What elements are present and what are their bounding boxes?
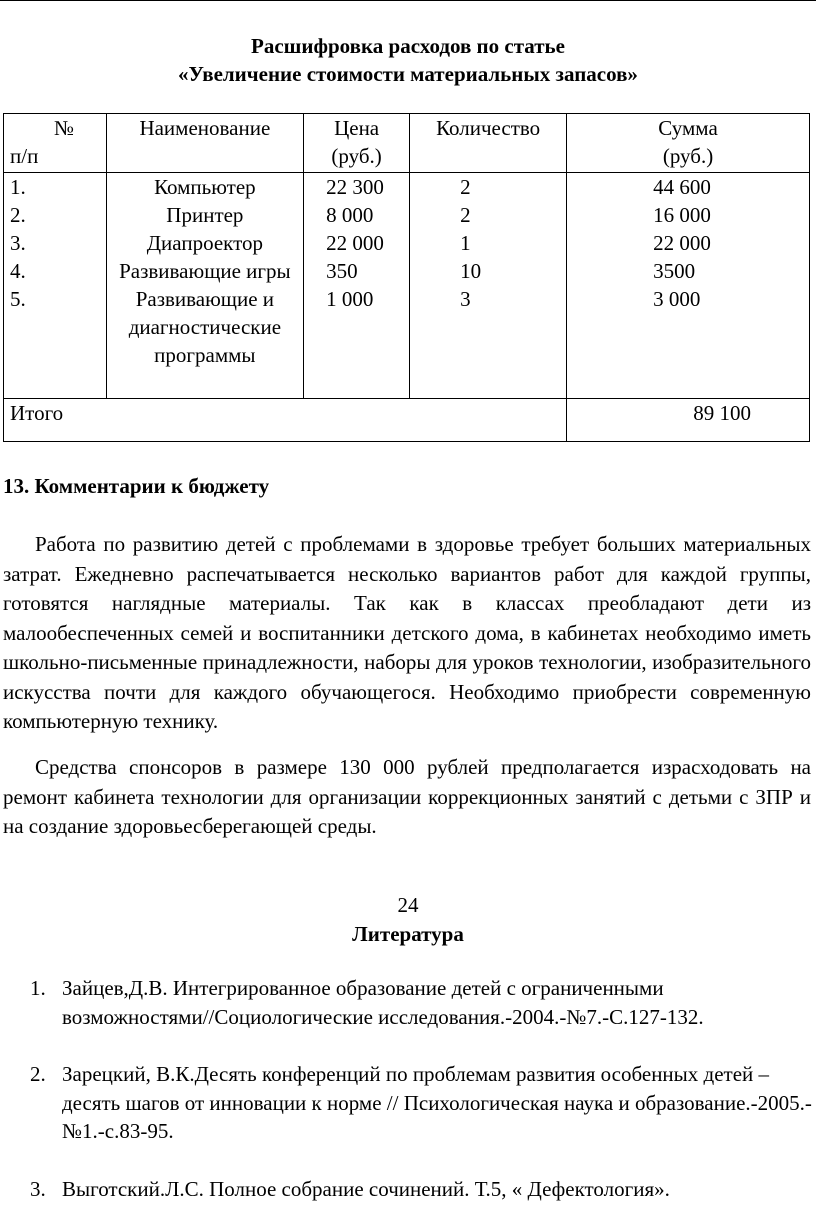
row-name: Развивающие игры: [119, 259, 291, 283]
total-value: 89 100: [693, 401, 751, 425]
row-name: Принтер: [166, 203, 244, 227]
row-sum: 22 000: [653, 231, 711, 255]
header-name: [106, 114, 303, 173]
row-price: 1 000: [326, 287, 374, 311]
row-name: программы: [154, 343, 256, 367]
header-sum-line2: (руб.): [662, 144, 714, 168]
row-name: Развивающие и: [135, 287, 275, 311]
row-num: 3.: [10, 231, 26, 255]
col-sum: [567, 173, 810, 399]
header-num: [4, 114, 107, 173]
row-price: 22 000: [326, 231, 384, 255]
reference-number: 1.: [30, 976, 46, 1000]
row-name: Компьютер: [154, 175, 256, 199]
header-price-line1: Цена: [334, 116, 380, 140]
table-total-row: [4, 399, 810, 442]
expenses-table: [3, 113, 810, 442]
row-price: 350: [326, 259, 358, 283]
reference-item: [30, 1060, 816, 1146]
section-heading: 13. Комментарии к бюджету: [3, 474, 270, 498]
table-title-line2: «Увеличение стоимости материальных запасов»: [178, 62, 638, 86]
row-qty: 2: [460, 175, 471, 199]
table-body-row: [4, 173, 810, 399]
row-num: 1.: [10, 175, 26, 199]
row-sum: 3 000: [653, 287, 701, 311]
row-num: 2.: [10, 203, 26, 227]
reference-text: Зайцев,Д.В. Интегрированное образование детей с ограниченными возможностями//Социологические исследования.-2004.-№7.-С.127-132.: [62, 976, 704, 1029]
row-sum: 3500: [653, 259, 696, 283]
header-qty-label: Количество: [436, 116, 541, 140]
col-name: [106, 173, 303, 399]
row-qty: 1: [460, 231, 471, 255]
header-sum: [567, 114, 810, 173]
row-num: 5.: [10, 287, 26, 311]
row-qty: 2: [460, 203, 471, 227]
top-border-line: [0, 0, 816, 1]
total-label-cell: [4, 399, 567, 442]
total-value-cell: [567, 399, 810, 442]
row-name: диагностические: [128, 315, 282, 339]
page-number: 24: [397, 893, 419, 917]
reference-item: [30, 1175, 816, 1204]
header-num-line2: п/п: [10, 144, 39, 168]
reference-number: 3.: [30, 1177, 46, 1201]
row-qty: 3: [460, 287, 471, 311]
table-title-line1: Расшифровка расходов по статье: [251, 34, 565, 58]
row-sum: 44 600: [653, 175, 711, 199]
comment-paragraph-1: Работа по развитию детей с проблемами в здоровье требует больших материальных затрат. Ежедневно распечатывается несколько вариантов работ для каждой группы, готовятся наглядные материалы. Так как в классах преобладают дети из малообеспеченных семей и воспитанники детского дома, в кабинетах необходимо иметь школьно-письменные принадлежности, наборы для уроков технологии, изобразительного искусства почти для каждого обучающегося. Необходимо приобрести современную компьютерную технику.: [3, 532, 811, 733]
header-sum-line1: Сумма: [658, 116, 718, 140]
col-qty: [410, 173, 567, 399]
row-price: 22 300: [326, 175, 384, 199]
header-num-line1: №: [54, 116, 75, 140]
row-name: Диапроектор: [146, 231, 263, 255]
col-price: [304, 173, 410, 399]
row-sum: 16 000: [653, 203, 711, 227]
col-num: [4, 173, 107, 399]
total-label: Итого: [10, 401, 64, 425]
literature-heading: Литература: [352, 922, 464, 946]
comment-paragraph-2: Средства спонсоров в размере 130 000 рублей предполагается израсходовать на ремонт кабинета технологии для организации коррекционных занятий с детьми с ЗПР и на создание здоровьесберегающей среды.: [3, 755, 811, 838]
row-num: 4.: [10, 259, 26, 283]
header-name-label: Наименование: [139, 116, 271, 140]
table-header-row: [4, 114, 810, 173]
header-price: [304, 114, 410, 173]
reference-text: Зарецкий, В.К.Десять конференций по проблемам развития особенных детей – десять шагов от инновации к норме // Психологическая наука и образование.-2005.-№1.-с.83-95.: [62, 1062, 812, 1143]
header-price-line2: (руб.): [331, 144, 382, 168]
header-qty: [410, 114, 567, 173]
row-price: 8 000: [326, 203, 374, 227]
row-qty: 10: [460, 259, 482, 283]
reference-number: 2.: [30, 1062, 46, 1086]
reference-text: Выготский.Л.С. Полное собрание сочинений. Т.5, « Дефектология».: [62, 1177, 670, 1201]
reference-item: [30, 974, 816, 1031]
